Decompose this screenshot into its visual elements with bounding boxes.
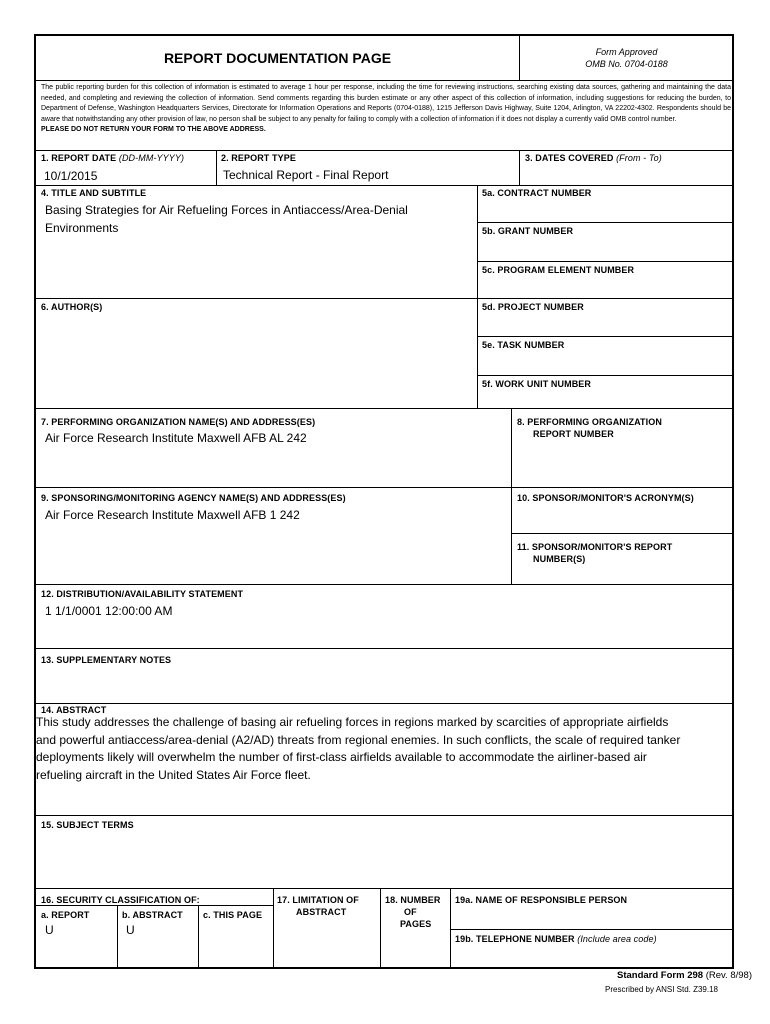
abstract-line: and powerful antiaccess/area-denial (A2/AD) threats from regional enemies. In such conflicts, the scale of required tanker	[36, 732, 681, 747]
abstract-text[interactable]	[36, 714, 726, 784]
performing-org-label: 7. PERFORMING ORGANIZATION NAME(S) AND ADDRESS(ES)	[41, 417, 316, 427]
grant-number-label: 5b. GRANT NUMBER	[482, 226, 574, 236]
dates-covered-label: 3. DATES COVERED (From - To)	[525, 153, 662, 163]
abstract-label: 14. ABSTRACT	[41, 705, 107, 715]
work-unit-label: 5f. WORK UNIT NUMBER	[482, 379, 591, 389]
burden-notice	[41, 83, 731, 136]
pages-label-1: 18. NUMBER	[385, 895, 441, 905]
title-line-1[interactable]: Basing Strategies for Air Refueling Forces in Antiaccess/Area-Denial	[45, 203, 408, 217]
title-line-2[interactable]: Environments	[45, 221, 119, 235]
abstract-class-label: b. ABSTRACT	[122, 910, 183, 920]
performing-report-label-1: 8. PERFORMING ORGANIZATION	[517, 417, 662, 427]
prescribed-by: Prescribed by ANSI Std. Z39.18	[605, 985, 718, 994]
report-date-value[interactable]: 10/1/2015	[44, 169, 98, 183]
standard-form-name: Standard Form 298 (Rev. 8/98)	[617, 970, 752, 981]
report-documentation-form	[34, 34, 734, 969]
title-label: 4. TITLE AND SUBTITLE	[41, 188, 147, 198]
program-element-label: 5c. PROGRAM ELEMENT NUMBER	[482, 265, 635, 275]
return-warning: PLEASE DO NOT RETURN YOUR FORM TO THE ABOVE ADDRESS.	[41, 126, 266, 134]
subject-terms-label: 15. SUBJECT TERMS	[41, 820, 134, 830]
omb-block	[519, 36, 734, 80]
distribution-value[interactable]: 1 1/1/0001 12:00:00 AM	[45, 604, 173, 618]
performing-org-value[interactable]: Air Force Research Institute Maxwell AFB AL 242	[45, 431, 307, 445]
contract-number-label: 5a. CONTRACT NUMBER	[482, 188, 592, 198]
security-classification-label: 16. SECURITY CLASSIFICATION OF:	[41, 895, 200, 905]
project-number-label: 5d. PROJECT NUMBER	[482, 302, 584, 312]
form-approved-text: Form Approved	[595, 47, 658, 57]
abstract-class-value[interactable]: U	[126, 923, 135, 937]
limitation-label-1: 17. LIMITATION OF	[277, 895, 359, 905]
performing-report-label-2: REPORT NUMBER	[533, 429, 614, 439]
report-class-label: a. REPORT	[41, 910, 90, 920]
burden-notice-text: The public reporting burden for this collection of information is estimated to average 1 hour per response, including the time for reviewing instructions, searching existing data sources, gathering and maintaining the data needed, and completing and reviewing the collection of information. Send comments regarding this burden estimate or any other aspect of this collection of information, including suggestions for reducing the burden, to Department of Defense, Washington Headquarters Services, Directorate for Information Operations and Reports (0704-0188), 1215 Jefferson Davis Highway, Suite 1204, Arlington, VA 22202-4302. Respondents should be aware that notwithstanding any other provision of law, no person shall be subject to any penalty for failing to comply with a collection of information if it does not display a currently valid OMB control number.	[41, 84, 731, 123]
sponsoring-agency-value[interactable]: Air Force Research Institute Maxwell AFB 1 242	[45, 508, 300, 522]
pages-label-2: OF	[404, 907, 417, 917]
sponsor-report-label-2: NUMBER(S)	[533, 554, 586, 564]
abstract-line: deployments likely will overwhelm the number of first-class airfields available to accommodate the airliner-based air	[36, 750, 647, 764]
this-page-label: c. THIS PAGE	[203, 910, 263, 920]
page-title: REPORT DOCUMENTATION PAGE	[163, 50, 392, 66]
task-number-label: 5e. TASK NUMBER	[482, 340, 565, 350]
sponsor-acronym-label: 10. SPONSOR/MONITOR'S ACRONYM(S)	[517, 493, 694, 503]
pages-label-3: PAGES	[400, 919, 432, 929]
limitation-label-2: ABSTRACT	[296, 907, 347, 917]
omb-number: OMB No. 0704-0188	[585, 59, 668, 69]
supplementary-notes-label: 13. SUPPLEMENTARY NOTES	[41, 655, 172, 665]
distribution-label: 12. DISTRIBUTION/AVAILABILITY STATEMENT	[41, 589, 244, 599]
abstract-line: refueling aircraft in the United States Air Force fleet.	[36, 767, 311, 782]
abstract-line: This study addresses the challenge of basing air refueling forces in regions marked by scarcities of appropriate airfields	[36, 715, 669, 729]
report-type-label: 2. REPORT TYPE	[221, 153, 296, 163]
sponsoring-agency-label: 9. SPONSORING/MONITORING AGENCY NAME(S) AND ADDRESS(ES)	[41, 493, 346, 503]
report-type-value[interactable]: Technical Report - Final Report	[223, 168, 389, 182]
telephone-label: 19b. TELEPHONE NUMBER (Include area code)	[455, 934, 657, 944]
authors-label: 6. AUTHOR(S)	[41, 302, 103, 312]
responsible-person-label: 19a. NAME OF RESPONSIBLE PERSON	[455, 895, 628, 905]
sponsor-report-label-1: 11. SPONSOR/MONITOR'S REPORT	[517, 542, 673, 552]
report-date-label: 1. REPORT DATE (DD-MM-YYYY)	[41, 153, 185, 163]
report-class-value[interactable]: U	[45, 923, 54, 937]
